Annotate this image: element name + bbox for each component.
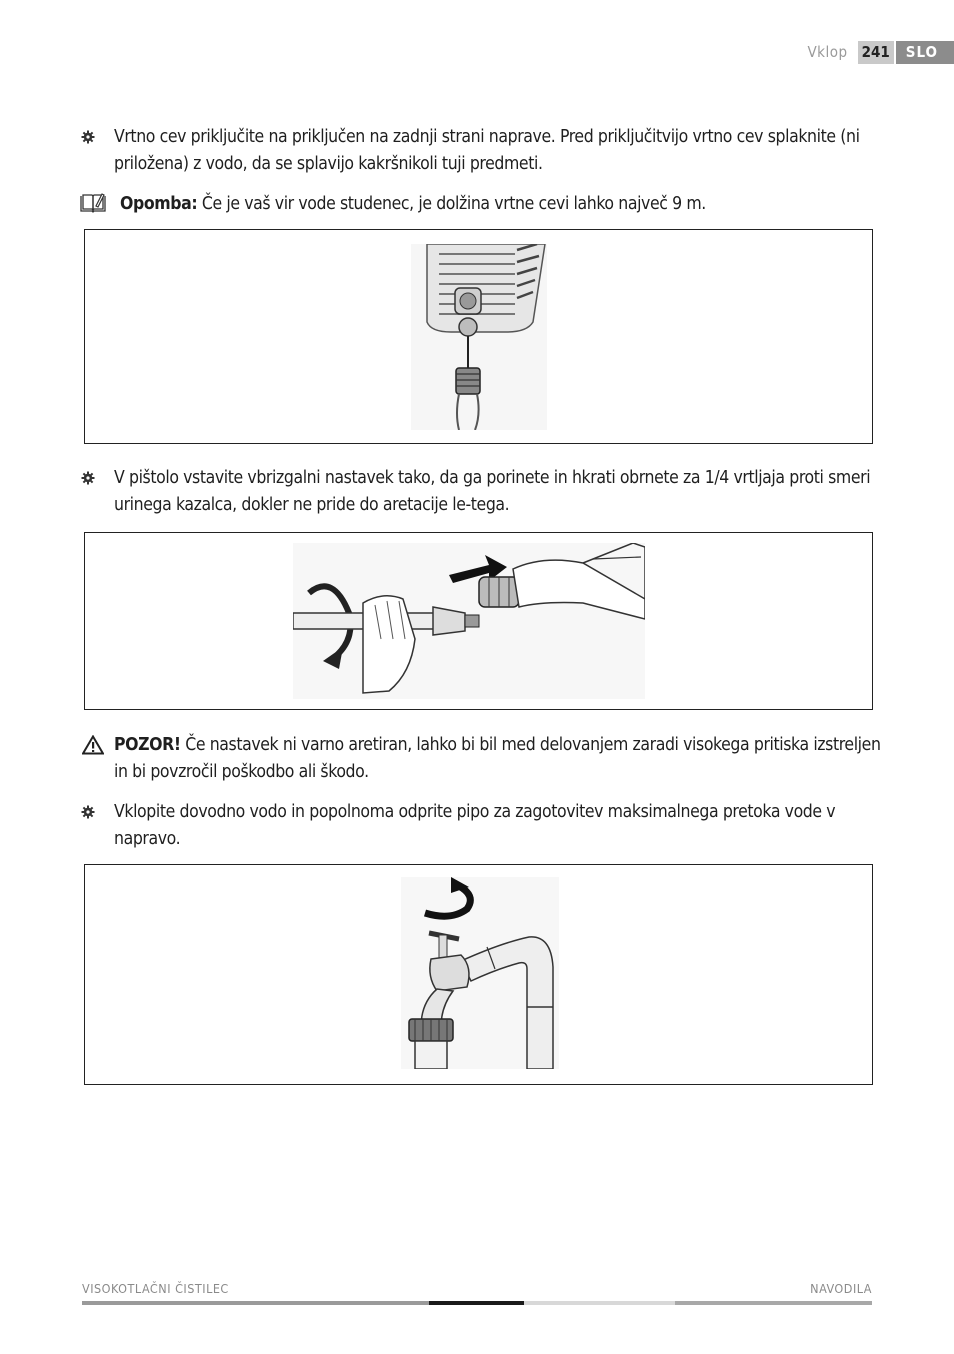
footer-doc-type: NAVODILA xyxy=(810,1281,872,1296)
footer-product-name: VISOKOTLAČNI ČISTILEC xyxy=(82,1281,229,1296)
language-badge: SLO xyxy=(896,41,954,64)
instruction-item-2: V pištolo vstavite vbrizgalni nastavek tako, da ga porinete in hkrati obrnete za 1/4 vrtljaja proti smeri urinega kazalca, dokler ne pride do aretacije le-tega. xyxy=(114,468,871,515)
figure-hose-connection xyxy=(84,229,873,444)
gear-bullet-icon xyxy=(81,805,95,819)
figure-nozzle-insertion xyxy=(84,532,873,710)
warning-text: Če nastavek ni varno aretiran, lahko bi bil med delovanjem zaradi visokega pritiska izstreljen in bi povzročil poškodbo ali škodo. xyxy=(114,735,881,782)
nozzle-insertion-illustration xyxy=(293,543,645,699)
note-paragraph xyxy=(120,191,880,218)
section-title: Vklop xyxy=(807,43,848,61)
book-note-icon xyxy=(80,192,106,214)
warning-paragraph xyxy=(114,732,884,786)
gear-bullet-icon xyxy=(81,471,95,485)
note-text: Če je vaš vir vode studenec, je dolžina vrtne cevi lahko največ 9 m. xyxy=(197,194,706,214)
warning-triangle-icon xyxy=(82,735,104,755)
footer-bar-segment xyxy=(82,1301,429,1305)
warning-label: POZOR! xyxy=(114,735,181,755)
page-number: 241 xyxy=(858,41,894,64)
figure-water-tap xyxy=(84,864,873,1085)
water-tap-illustration xyxy=(401,877,559,1069)
instruction-item-3: Vklopite dovodno vodo in popolnoma odprite pipo za zagotovitev maksimalnega pretoka vode v napravo. xyxy=(114,802,836,849)
note-label: Opomba: xyxy=(120,194,198,214)
footer-bar-segment xyxy=(675,1301,872,1305)
instruction-item-1: Vrtno cev priključite na priključen na zadnji strani naprave. Pred priključitvijo vrtno cev splaknite (ni priložena) z vodo, da se splavijo kakršnikoli tuji predmeti. xyxy=(114,127,860,174)
footer-bar-segment xyxy=(429,1301,524,1305)
footer-bar-segment xyxy=(524,1301,675,1305)
hose-connection-illustration xyxy=(411,244,547,430)
page-header xyxy=(807,41,954,64)
gear-bullet-icon xyxy=(81,130,95,144)
